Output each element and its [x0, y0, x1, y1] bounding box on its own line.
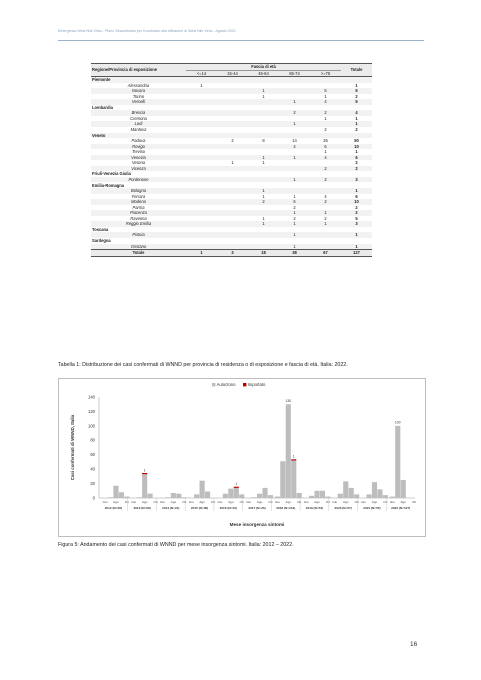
- bar-autoctono: [354, 494, 359, 498]
- bar-autoctono: [124, 497, 129, 498]
- total-cell: 1: [341, 232, 372, 238]
- total-cell: 2: [341, 166, 372, 172]
- province-name: Rovigo: [91, 144, 186, 150]
- bar-autoctono: [343, 481, 348, 498]
- year-group-label: 2015 (N=38): [190, 506, 209, 510]
- province-name: Ravenna: [130, 215, 147, 221]
- age-cell: 1: [279, 121, 310, 127]
- x-tick-label: Ott: [124, 500, 129, 504]
- y-tick-label: 20: [90, 480, 95, 486]
- year-group-label: 2016 (N=43): [219, 506, 237, 510]
- bar-autoctono: [383, 495, 388, 498]
- age-cell: 2: [324, 127, 327, 133]
- bar-autoctono: [223, 494, 228, 498]
- total-cell: 6: [341, 155, 372, 161]
- bar-autoctono: [291, 460, 296, 498]
- y-tick-label: 0: [92, 495, 95, 501]
- year-group-label: 2012 (N=28): [104, 506, 123, 510]
- column-header-age: <=14: [186, 70, 217, 77]
- total-age-cell: 67: [310, 250, 341, 257]
- bar-autoctono: [395, 426, 400, 498]
- total-age-cell: 38: [279, 250, 310, 257]
- region-name: Lombardia: [92, 104, 113, 110]
- x-tick-label: Ago: [285, 500, 292, 504]
- age-cell: 2: [293, 215, 296, 221]
- bar-autoctono: [119, 492, 124, 498]
- age-cell: 2: [293, 204, 296, 210]
- bar-autoctono: [182, 497, 187, 498]
- region-name: Friuli-Venezia Giulia: [92, 171, 131, 177]
- total-cell: 5: [341, 99, 372, 105]
- total-cell: 1: [341, 188, 372, 194]
- age-cell: 1: [324, 93, 327, 99]
- year-group-label: 2017 (N=26): [248, 506, 266, 510]
- x-tick-label: Ago: [170, 500, 177, 504]
- province-name: Parma: [132, 204, 145, 210]
- bar-autoctono: [205, 492, 210, 498]
- x-tick-label: Giu: [361, 500, 366, 504]
- age-cell: 26: [323, 138, 328, 144]
- bar-importato: [291, 459, 296, 460]
- bar-autoctono: [390, 497, 395, 498]
- total-cell: 10: [341, 144, 372, 150]
- x-tick-label: Ott: [383, 500, 388, 504]
- bar-autoctono: [137, 497, 142, 498]
- age-cell: 2: [310, 199, 341, 205]
- legend-swatch-importato: [243, 383, 246, 386]
- age-cell: 1: [231, 160, 234, 166]
- y-axis-label: Casi confermati di WNND, Italia: [70, 414, 75, 481]
- bar-autoctono: [108, 497, 113, 498]
- bar-autoctono: [349, 488, 354, 498]
- bar-autoctono: [314, 491, 319, 498]
- age-cell: 1: [248, 188, 279, 194]
- total-age-cell: 3: [217, 250, 248, 257]
- province-name: Padova: [131, 138, 146, 144]
- province-name: Venezia: [91, 155, 186, 161]
- x-tick-label: Ott: [239, 500, 244, 504]
- province-name: Pordenone: [91, 177, 186, 183]
- figure-frame: [58, 378, 426, 537]
- region-name: Sardegna: [92, 237, 111, 243]
- bar-autoctono: [252, 497, 257, 498]
- age-cell: 1: [248, 155, 279, 161]
- region-name: Toscana: [92, 226, 109, 232]
- age-cell: 1: [324, 149, 327, 155]
- column-header-age: 45-64: [248, 70, 279, 77]
- page-number: 16: [410, 641, 418, 648]
- x-tick-label: Ott: [210, 500, 216, 504]
- province-name: Torino: [132, 93, 145, 99]
- age-cell: 4: [279, 144, 310, 150]
- age-cell: 1: [324, 115, 327, 121]
- bar-autoctono: [268, 495, 273, 498]
- province-name: Bologna: [91, 188, 186, 194]
- province-name: Cremona: [130, 115, 147, 121]
- age-cell: 6: [279, 199, 310, 205]
- age-cell: 1: [200, 82, 203, 88]
- province-name: Verona: [131, 160, 146, 166]
- region-name: Emilia-Romagna: [92, 182, 125, 188]
- column-header-region: Regione/Provincia di esposizione: [91, 64, 186, 77]
- age-cell: 6: [310, 144, 341, 150]
- total-row: [91, 250, 372, 257]
- bar-autoctono: [228, 489, 233, 498]
- bar-importato: [142, 473, 147, 474]
- province-name: Brescia: [91, 110, 186, 116]
- total-cell: 5: [355, 215, 358, 221]
- column-header-total: Totale: [341, 64, 372, 77]
- data-label: 100: [394, 420, 401, 425]
- data-label: 1: [292, 454, 295, 459]
- data-label: 1: [235, 481, 238, 486]
- year-group-label: 2021 (N=55): [363, 506, 381, 510]
- age-cell: 1: [262, 160, 265, 166]
- year-group-label: 2020 (N=67): [334, 506, 352, 510]
- bar-autoctono: [401, 480, 406, 498]
- bar-autoctono: [194, 494, 199, 498]
- age-cell: 1: [279, 155, 310, 161]
- total-cell: 1: [341, 121, 372, 127]
- y-tick-label: 40: [90, 466, 95, 472]
- data-label: 1: [143, 468, 146, 473]
- bar-autoctono: [286, 404, 291, 498]
- year-group-label: 2014 (N=21): [162, 506, 180, 510]
- y-tick-label: 60: [90, 452, 95, 458]
- cases-table: [91, 63, 372, 257]
- column-header-age: 65-74: [279, 70, 310, 77]
- total-cell: 3: [341, 221, 372, 227]
- bar-autoctono: [377, 489, 382, 498]
- legend-label-autoctono: Autoctono: [216, 382, 236, 387]
- age-cell: 2: [324, 215, 327, 221]
- total-cell: 6: [341, 88, 372, 94]
- bar-autoctono: [309, 496, 314, 498]
- province-name: Vicenza: [91, 166, 186, 172]
- x-tick-label: Giu: [332, 500, 338, 504]
- x-tick-label: Ago: [228, 500, 234, 504]
- x-tick-label: Ago: [342, 500, 349, 504]
- bar-autoctono: [280, 461, 285, 498]
- x-tick-label: Giu: [102, 500, 108, 504]
- y-tick-label: 140: [88, 394, 95, 400]
- age-cell: 1: [310, 221, 341, 227]
- province-name: Oristano: [91, 244, 186, 250]
- bar-autoctono: [257, 494, 262, 498]
- year-group-label: 2019 (N=53): [305, 506, 324, 510]
- page-header: Emergenza West Nile Virus - Piano Straordinario per il contrasto alla diffusione di West Nile Virus - Agosto 2022: [58, 29, 236, 33]
- age-cell: 8: [262, 138, 265, 144]
- age-cell: 1: [279, 177, 310, 183]
- total-cell: 1: [355, 149, 358, 155]
- table-caption: Tabella 1: Distribuzione dei casi confermati di WNND per provincia di residenza o di esposizione e fascia di età. Italia: 2022.: [58, 362, 348, 368]
- x-tick-label: Ago: [113, 500, 119, 504]
- legend-label-importato: Importato: [247, 382, 266, 387]
- age-cell: 2: [279, 110, 310, 116]
- total-age-cell: 1: [186, 250, 217, 257]
- x-tick-label: Giu: [303, 500, 309, 504]
- x-tick-label: Ago: [256, 500, 263, 504]
- age-cell: 2: [310, 177, 341, 183]
- age-cell: 1: [293, 193, 296, 199]
- province-name: Modena: [91, 199, 186, 205]
- bar-autoctono: [366, 494, 371, 498]
- province-name: Ferrara: [131, 193, 146, 199]
- x-tick-label: Ott: [325, 500, 331, 504]
- bar-autoctono: [320, 491, 325, 498]
- total-cell: 6: [355, 193, 358, 199]
- total-cell: 2: [355, 127, 358, 133]
- province-name: Novara: [91, 88, 186, 94]
- age-cell: 4: [324, 193, 327, 199]
- x-tick-label: Ago: [199, 500, 205, 504]
- x-tick-label: Giu: [389, 500, 395, 504]
- age-cell: 1: [279, 232, 310, 238]
- x-tick-label: Ago: [371, 500, 378, 504]
- total-cell: 3: [341, 177, 372, 183]
- total-cell: 2: [355, 204, 358, 210]
- x-tick-label: Giu: [188, 500, 194, 504]
- x-tick-label: Ott: [354, 500, 359, 504]
- x-tick-label: Ago: [314, 500, 320, 504]
- bar-autoctono: [165, 497, 170, 498]
- region-name: Piemonte: [91, 77, 186, 83]
- table-body: [91, 77, 372, 257]
- x-tick-label: Ott: [412, 500, 417, 504]
- province-name: Piacenza: [91, 210, 186, 216]
- bar-autoctono: [148, 494, 153, 498]
- bar-autoctono: [113, 486, 118, 498]
- y-tick-label: 120: [88, 408, 95, 414]
- bar-autoctono: [325, 497, 330, 498]
- bar-autoctono: [234, 488, 239, 498]
- total-cell: 2: [341, 210, 372, 216]
- bar-autoctono: [372, 482, 377, 498]
- x-tick-label: Ott: [297, 500, 302, 504]
- total-cell: 4: [341, 110, 372, 116]
- province-name: Lodi: [91, 121, 186, 127]
- age-cell: 1: [310, 210, 341, 216]
- x-tick-label: Ott: [153, 500, 158, 504]
- bar-autoctono: [338, 494, 343, 498]
- bar-autoctono: [171, 493, 176, 498]
- x-tick-label: Ago: [400, 500, 406, 504]
- total-cell: 2: [355, 93, 358, 99]
- y-tick-label: 100: [88, 423, 95, 429]
- bar-autoctono: [142, 474, 147, 498]
- bar-autoctono: [297, 493, 302, 498]
- bar-autoctono: [200, 481, 205, 498]
- region-name: Veneto: [91, 133, 186, 139]
- x-tick-label: Ott: [268, 500, 273, 504]
- year-group-label: 2018 (N=244): [276, 506, 296, 510]
- column-header-age: 15-44: [217, 70, 248, 77]
- bar-autoctono: [176, 494, 181, 498]
- province-name: Mantova: [130, 127, 147, 133]
- column-header-age-group: Fascia di età: [186, 64, 341, 71]
- age-cell: 2: [231, 138, 234, 144]
- age-cell: 1: [248, 221, 279, 227]
- year-group-label: 2022 (N=127): [391, 506, 411, 510]
- age-cell: 1: [262, 193, 265, 199]
- total-cell: 1: [355, 82, 358, 88]
- total-cell: 50: [354, 138, 359, 144]
- age-cell: 2: [310, 166, 341, 172]
- column-header-age: >=75: [310, 70, 341, 77]
- x-axis-label: Mese insorgenza sintomi: [229, 522, 285, 527]
- x-tick-label: Giu: [274, 500, 280, 504]
- cases-chart: [59, 379, 425, 536]
- age-cell: 14: [292, 138, 297, 144]
- header-divider: [58, 40, 424, 41]
- age-cell: 4: [310, 99, 341, 105]
- y-tick-label: 80: [90, 437, 95, 443]
- province-name: Pistoia: [91, 232, 186, 238]
- x-tick-label: Ago: [141, 500, 148, 504]
- age-cell: 4: [310, 155, 341, 161]
- age-cell: 1: [279, 210, 310, 216]
- age-cell: 1: [279, 244, 310, 250]
- bar-autoctono: [262, 488, 267, 498]
- total-cell: 1: [355, 115, 358, 121]
- age-cell: 1: [262, 215, 265, 221]
- total-cell: 2: [355, 160, 358, 166]
- province-name: Alessandria: [127, 82, 150, 88]
- age-cell: 1: [248, 88, 279, 94]
- x-tick-label: Giu: [160, 500, 165, 504]
- bar-autoctono: [239, 494, 244, 498]
- year-group-label: 2013 (N=69): [133, 506, 151, 510]
- total-label: Totale: [91, 250, 186, 257]
- age-cell: 1: [279, 99, 310, 105]
- x-tick-label: Ott: [182, 500, 187, 504]
- x-tick-label: Giu: [246, 500, 252, 504]
- age-cell: 1: [262, 93, 265, 99]
- total-age-cell: 18: [248, 250, 279, 257]
- province-name: Vercelli: [91, 99, 186, 105]
- age-cell: 5: [310, 88, 341, 94]
- bar-autoctono: [275, 497, 280, 498]
- province-name: Reggio Emilia: [91, 221, 186, 227]
- figure-caption: Figura 5: Andamento dei casi confermati di WNND per mese insorgenza sintomi. Italia: 2012 – 2022.: [58, 542, 294, 548]
- age-cell: 2: [310, 110, 341, 116]
- age-cell: 2: [248, 199, 279, 205]
- x-tick-label: Giu: [217, 500, 223, 504]
- total-cell: 10: [341, 199, 372, 205]
- legend-swatch-autoctono: [212, 383, 215, 386]
- data-label: 130: [285, 399, 292, 404]
- x-tick-label: Giu: [131, 500, 137, 504]
- grand-total-cell: 127: [341, 250, 372, 257]
- province-name: Treviso: [131, 149, 146, 155]
- total-cell: 1: [341, 244, 372, 250]
- age-cell: 1: [279, 221, 310, 227]
- bar-importato: [234, 487, 239, 488]
